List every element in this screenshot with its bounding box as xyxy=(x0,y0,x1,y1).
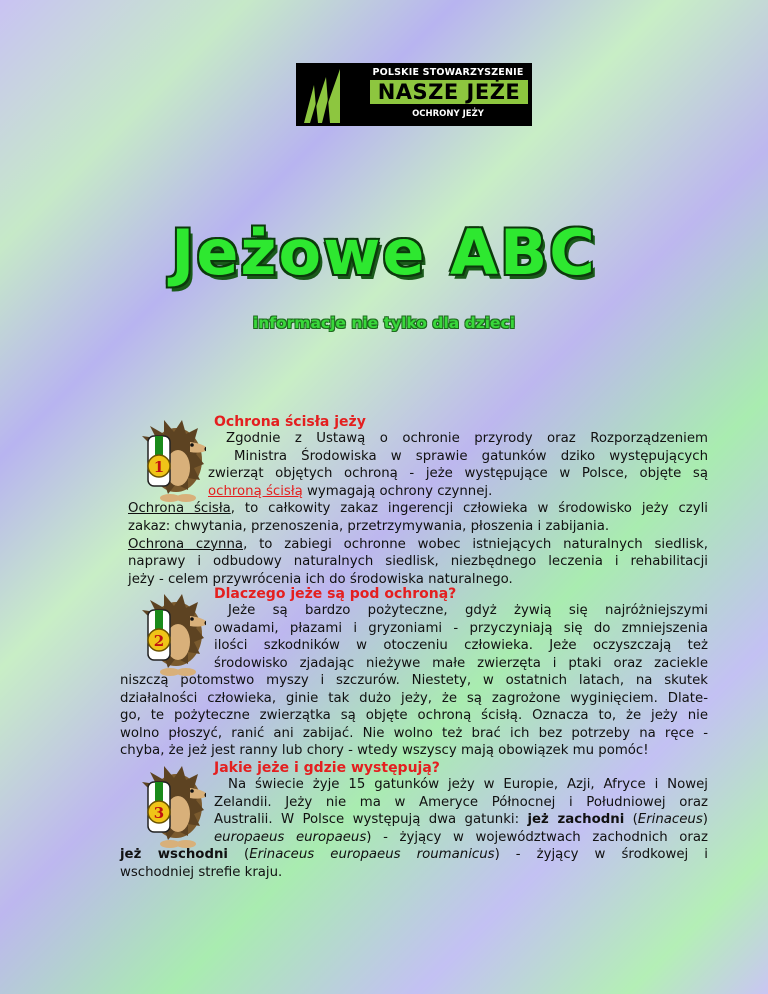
section-1-def2: , to zabiegi ochronne wobec istniejących naturalnych siedlisk, xyxy=(243,536,708,552)
section-3-line: Australii. W Polsce występują dwa gatunki: jeż zachodni (Erinaceus) xyxy=(214,812,708,828)
section-2-line: działalności człowieka, ginie tak dużo jeży, że są zagrożone wyginięciem. Dlate- xyxy=(120,690,708,706)
medal-number-3: 3 xyxy=(153,804,165,822)
section-1-line-end: wymagają ochrony czynnej. xyxy=(302,483,493,499)
logo-grass-icon xyxy=(296,63,368,126)
section-2-line: Jeże są bardzo pożyteczne, gdyż żywią się najróżniejszymi xyxy=(228,603,708,618)
section-3-text xyxy=(128,776,708,846)
section-1-heading: Ochrona ścisła jeży xyxy=(214,414,366,430)
medal-number-1: 1 xyxy=(153,458,165,476)
section-1-line xyxy=(208,483,708,501)
section-3-mid: ) - żyjący w województwach zachodnich oraz xyxy=(366,829,708,845)
page-title: Jeżowe ABC xyxy=(171,216,597,289)
section-2-line: owadami, płazami i gryzoniami - przyczyniają się do zmniejszenia xyxy=(214,620,708,636)
section-2-text-wide xyxy=(120,672,708,760)
species-west: jeż zachodni xyxy=(527,812,625,828)
section-1-line: naprawy i odbudowy naturalnych siedlisk, niezbędnego leczenia i rehabilitacji xyxy=(128,554,708,570)
section-1-line xyxy=(128,500,708,518)
section-3-line: jeż wschodni (Erinaceus europaeus roumanicus) - żyjący w środkowej i xyxy=(120,847,708,862)
section-1-def1: , to całkowity zakaz ingerencji człowieka w środowisko jeży czyli xyxy=(230,501,709,517)
section-3-text-wide xyxy=(120,846,708,881)
logo-line-3: OCHRONY JEŻY xyxy=(412,109,484,119)
species-east: jeż wschodni xyxy=(120,847,228,862)
section-1-red-term: ochroną ścisłą xyxy=(208,483,303,499)
section-2-text xyxy=(128,602,708,672)
section-3-line: Na świecie żyje 15 gatunków jeży w Europie, Azji, Afryce i Nowej xyxy=(228,777,708,792)
section-2-line: środowisko zjadając nieżywe małe zwierzęta i ptaki oraz zaciekle xyxy=(214,655,708,671)
medal-number-2: 2 xyxy=(153,632,165,650)
section-3-end1: ) - żyjący w środkowej i xyxy=(494,847,708,862)
logo-line-2: NASZE JEŻE xyxy=(370,80,528,104)
logo xyxy=(296,63,532,126)
section-3-heading: Jakie jeże i gdzie występują? xyxy=(214,760,440,776)
section-1-text xyxy=(128,430,708,588)
section-3-line: Zelandii. Jeży nie ma w Ameryce Północnej i Południowej oraz xyxy=(214,794,708,810)
section-2-line: wolno płoszyć, ranić ani zabijać. Nie wolno też brać ich bez potrzeby na ręce - xyxy=(120,725,708,741)
section-1-line: zakaz: chwytania, przenoszenia, przetrzymywania, płoszenia i zabijania. xyxy=(128,518,610,534)
section-3-line-start: Australii. W Polsce występują dwa gatunki: xyxy=(214,812,528,828)
term-ochrona-czynna: Ochrona czynna xyxy=(128,536,244,552)
section-2-line: chyba, że jeż jest ranny lub chory - wtedy wszyscy mają obowiązek mu pomóc! xyxy=(120,743,649,759)
section-1-line: jeży - celem przywrócenia ich do środowiska naturalnego. xyxy=(128,571,513,587)
section-3-line xyxy=(214,829,708,847)
section-2-line: ilości szkodników w otoczeniu człowieka. Jeże oczyszczają też xyxy=(214,638,708,654)
term-ochrona-scisla: Ochrona ścisła xyxy=(128,501,231,517)
section-3-line: wschodniej strefie kraju. xyxy=(120,864,283,880)
page-subtitle: informacje nie tylko dla dzieci xyxy=(252,314,516,332)
latin-east: Erinaceus europaeus roumanicus xyxy=(249,847,495,862)
latin-west-b: europaeus europaeus xyxy=(214,829,367,845)
latin-west-a: Erinaceus xyxy=(637,812,703,828)
section-1-line: Ministra Środowiska w sprawie gatunków dziko występujących xyxy=(234,448,708,464)
logo-line-1: POLSKIE STOWARZYSZENIE xyxy=(372,67,524,78)
section-2-line: go, te pożyteczne zwierzątka są objęte ochroną ścisłą. Oznacza to, że jeży nie xyxy=(120,708,708,724)
section-1-line xyxy=(128,536,708,554)
section-2-line: niszczą potomstwo myszy i szczurów. Niestety, w ostatnich latach, na skutek xyxy=(120,673,708,688)
section-1-line: Zgodnie z Ustawą o ochronie przyrody oraz Rozporządzeniem xyxy=(226,431,708,446)
section-2-heading: Dlaczego jeże są pod ochroną? xyxy=(214,586,457,602)
section-1-line: zwierząt objętych ochroną - jeże występujące w Polsce, objęte są xyxy=(208,466,708,482)
